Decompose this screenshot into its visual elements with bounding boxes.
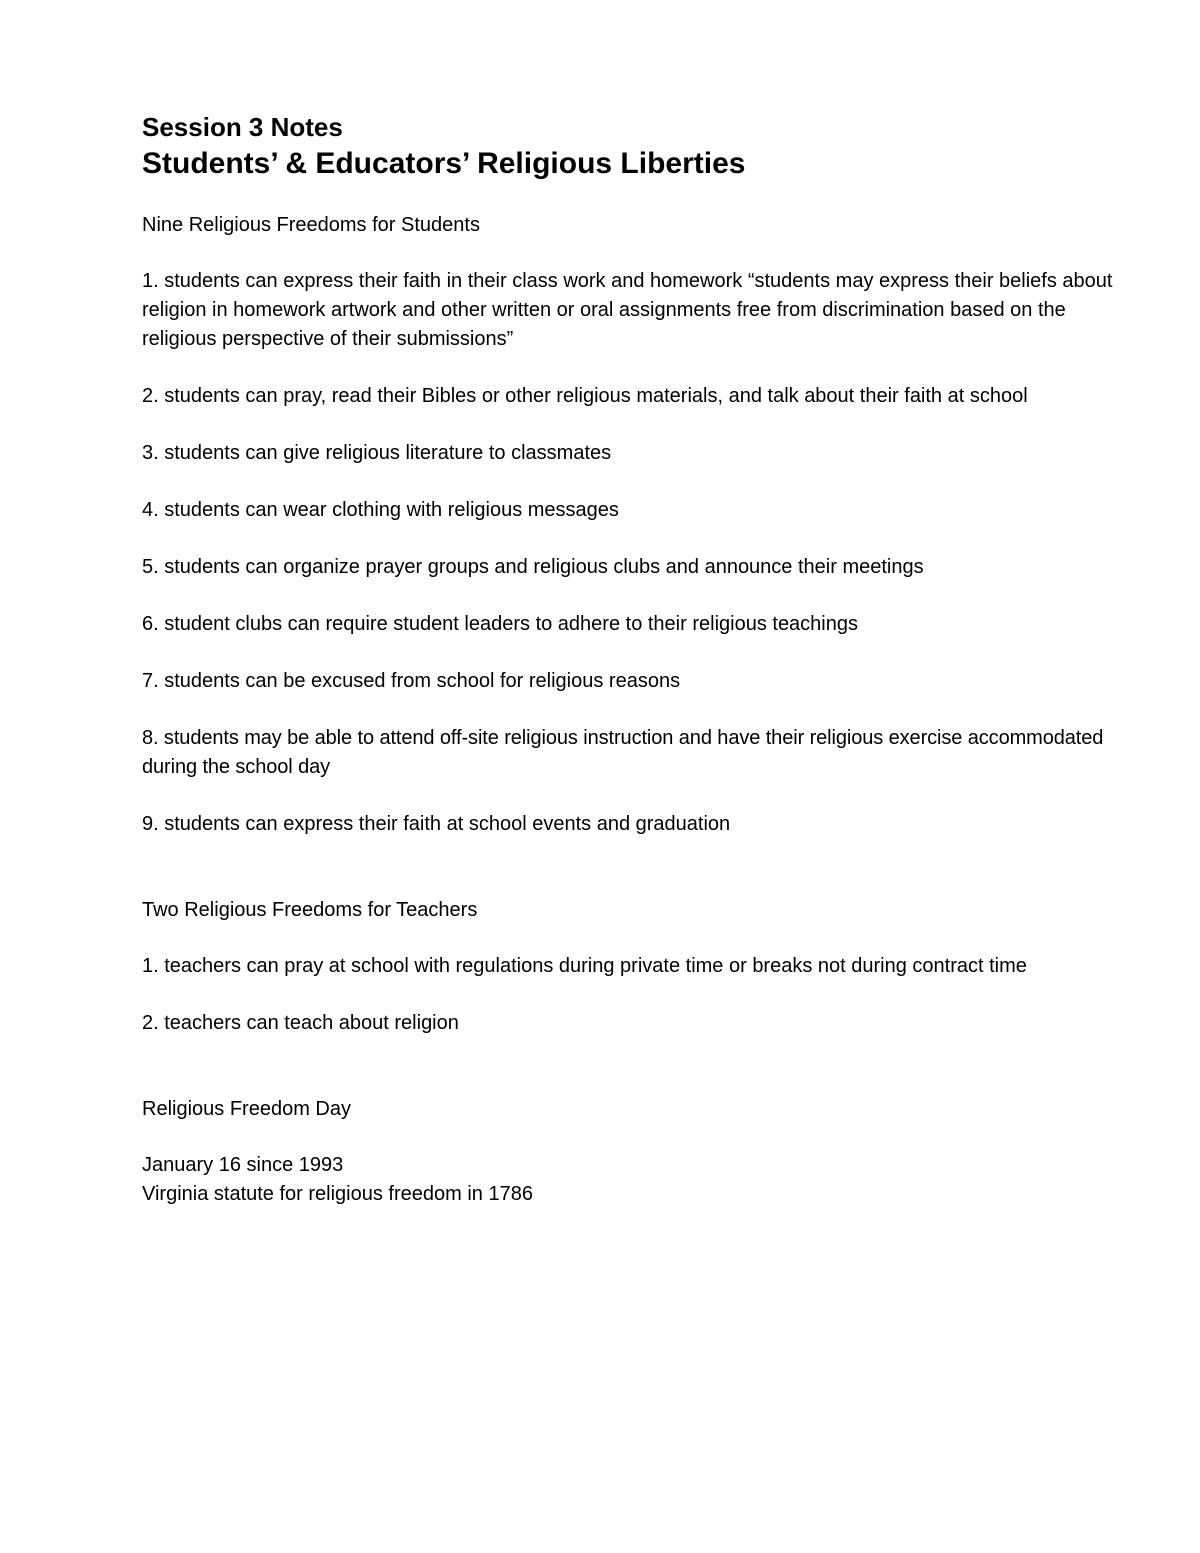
session-title: Session 3 Notes [142, 112, 343, 142]
freedom-day-line: January 16 since 1993 [142, 1154, 344, 1176]
students-section [142, 210, 1122, 839]
students-section-heading: Nine Religious Freedoms for Students [142, 214, 480, 236]
freedom-day-section [142, 1094, 1122, 1209]
document-title: Students’ & Educators’ Religious Liberties [142, 147, 746, 180]
teacher-freedom-item: 1. teachers can pray at school with regulations during private time or breaks not during contract time [142, 955, 1027, 977]
document-content [142, 110, 1122, 1209]
freedom-day-line: Virginia statute for religious freedom in 1786 [142, 1183, 533, 1205]
freedom-day-heading: Religious Freedom Day [142, 1098, 351, 1120]
student-freedom-item: 9. students can express their faith at school events and graduation [142, 813, 731, 835]
teacher-freedom-item: 2. teachers can teach about religion [142, 1012, 459, 1034]
teachers-section [142, 895, 1122, 1038]
teachers-section-heading: Two Religious Freedoms for Teachers [142, 899, 478, 921]
section-spacer [142, 1066, 1122, 1094]
student-freedom-item: 2. students can pray, read their Bibles or other religious materials, and talk about their faith at school [142, 385, 1028, 407]
student-freedom-item: 1. students can express their faith in their class work and homework “students may express their beliefs about religion in homework artwork and other written or oral assignments free from discrimination based on the religious perspective of their submissions” [142, 270, 1113, 350]
student-freedom-item: 8. students may be able to attend off-site religious instruction and have their religious exercise accommodated during the school day [142, 727, 1104, 778]
student-freedom-item: 3. students can give religious literature to classmates [142, 442, 612, 464]
student-freedom-item: 6. student clubs can require student leaders to adhere to their religious teachings [142, 613, 858, 635]
student-freedom-item: 4. students can wear clothing with religious messages [142, 499, 619, 521]
student-freedom-item: 5. students can organize prayer groups and religious clubs and announce their meetings [142, 556, 924, 578]
section-spacer [142, 867, 1122, 895]
student-freedom-item: 7. students can be excused from school for religious reasons [142, 670, 681, 692]
